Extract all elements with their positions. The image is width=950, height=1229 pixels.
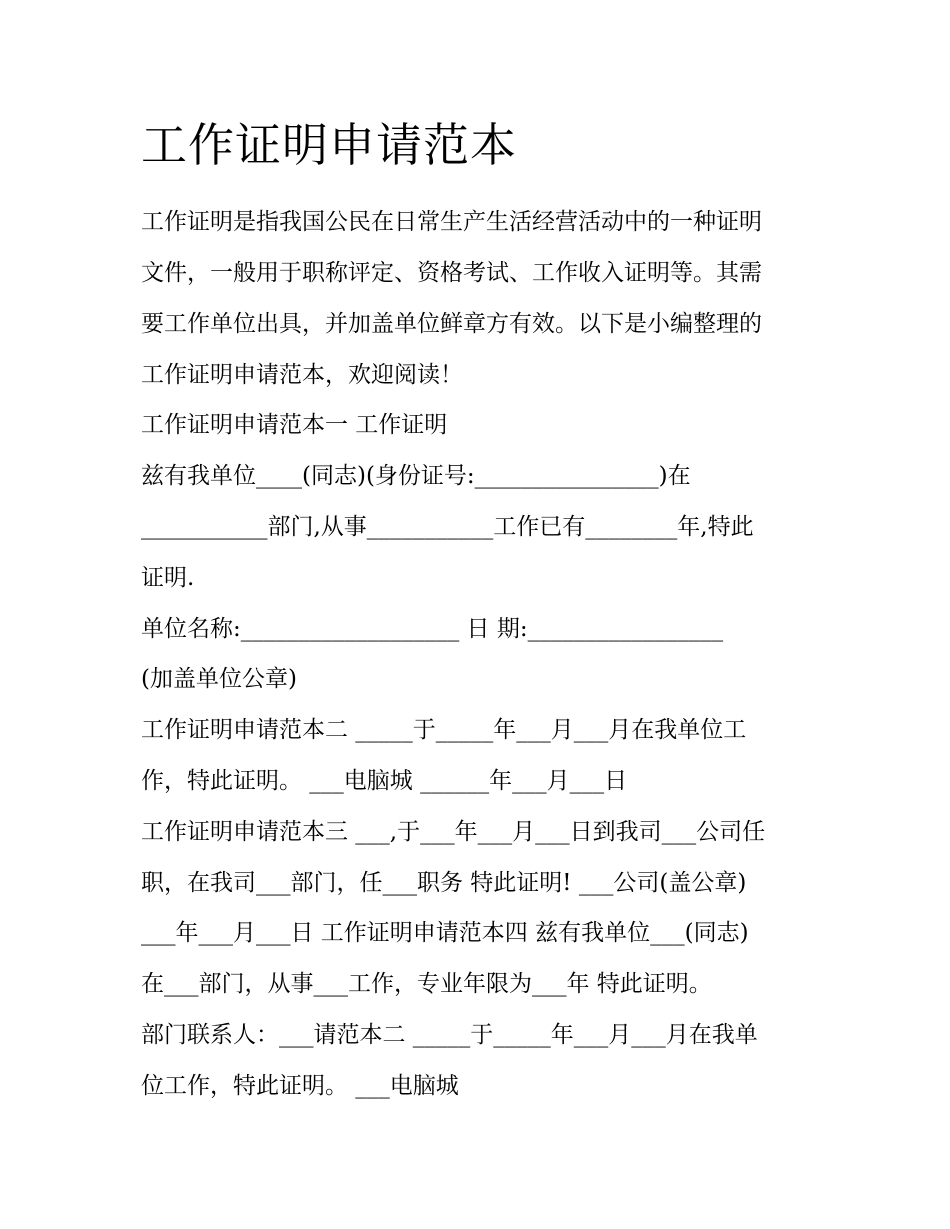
body-line: 在___部门，从事___工作，专业年限为___年 特此证明。 bbox=[141, 971, 712, 997]
body-line: ___年___月___日 工作证明申请范本四 兹有我单位___(同志) bbox=[141, 920, 749, 946]
document-title: 工作证明申请范本 bbox=[141, 118, 517, 172]
body-line: 作，特此证明。 ___电脑城 ______年___月___日 bbox=[141, 768, 628, 794]
body-line: ___________部门,从事___________工作已有________年,特此 bbox=[141, 514, 754, 540]
body-line: 职，在我司___部门，任___职务 特此证明! ___公司(盖公章) bbox=[141, 870, 747, 896]
body-line: 文件，一般用于职称评定、资格考试、工作收入证明等。其需 bbox=[141, 260, 762, 286]
body-line: 工作证明申请范本三 ___,于___年___月___日到我司___公司任 bbox=[141, 819, 766, 845]
section-heading: 工作证明申请范本一 工作证明 bbox=[141, 412, 448, 438]
body-line: 工作证明申请范本，欢迎阅读！ bbox=[141, 362, 463, 388]
body-line: 工作证明是指我国公民在日常生产生活经营活动中的一种证明 bbox=[141, 209, 762, 235]
body-line: 工作证明申请范本二 _____于_____年___月___月在我单位工 bbox=[141, 717, 747, 743]
body-line: 兹有我单位____(同志)(身份证号:________________)在 bbox=[141, 463, 691, 489]
body-line: 证明. bbox=[141, 565, 195, 591]
body-line: 部门联系人：___请范本二 _____于_____年___月___月在我单 bbox=[141, 1022, 758, 1048]
body-line: 单位名称:___________________ 日 期:_________________ bbox=[141, 616, 724, 642]
body-line: 位工作，特此证明。 ___电脑城 bbox=[141, 1073, 459, 1099]
body-line: 要工作单位出具，并加盖单位鲜章方有效。以下是小编整理的 bbox=[141, 311, 762, 337]
body-line: (加盖单位公章) bbox=[141, 666, 297, 692]
